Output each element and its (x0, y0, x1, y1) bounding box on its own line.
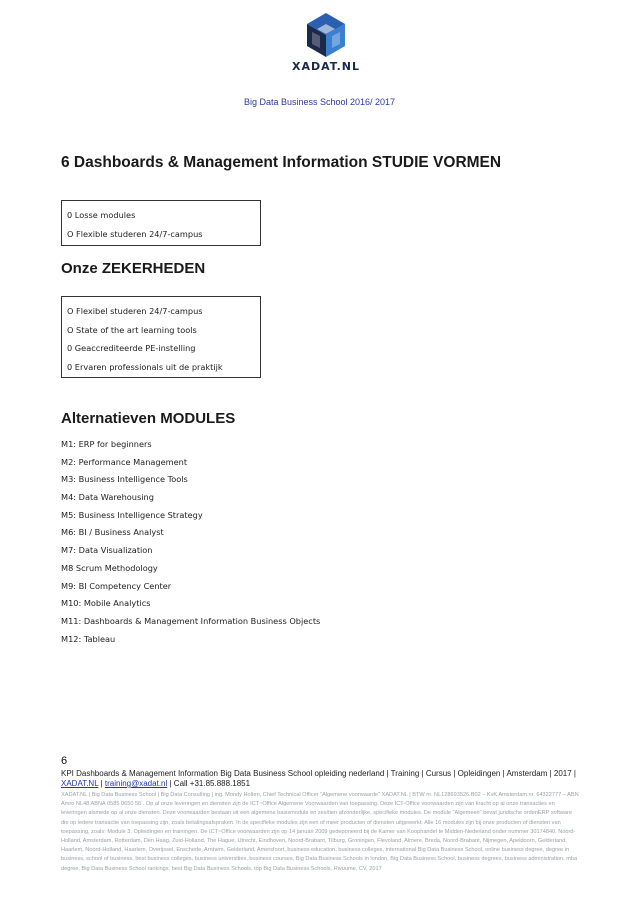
xadat-logo (283, 10, 369, 82)
module-item: M10: Mobile Analytics (61, 598, 151, 609)
logo-text: XADAT.NL (291, 60, 360, 73)
modules-list (61, 436, 320, 648)
footer-line1: KPI Dashboards & Management Information Big Data Business School opleiding nederland | Training | Cursus | Opleidingen | Amsterdam | 2017 | (61, 769, 576, 778)
module-item: M4: Data Warehousing (61, 492, 154, 503)
footer-fine-print: XADAT.NL | Big Data Business School | Big Data Consulting | ing. Mondy Holten, Chief Technical Officer "Algemene voorwaarde" XADAT.NL | BTW nr. NL128693526.B02 – KvK Amsterdam nr. 64322777 – ABN Amro NL48 ABNA 0585 0650 56 . Op al onze leveringen en diensten zijn de ICT~Office Algemene Voorwaarden van toepassing. Deze ICT-Office voorwaarden zijn van kracht op al onze transacties en leveringen alsmede op al onze diensten. Deze voorwaarden bestaan uit een algemene basismodule en zes/tien afzonderlijke, specifieke modules. De module "Algemeen" bevat juridische ordenERP software die op iedere transactie van toepassing zijn, zoals betalingsafspraken. In de specifieke modules zijn een of meer producten of diensten uitgewerkt. Alle 16 modules zijn bij onze producten of diensten van toepassing, zoals: Module 3. Opleidingen en trainingen. De ICT~Office voorwaarden zijn op 14 januari 2009 gedeponeerd bij de Kamer van Koophandel te Midden-Nederland onder nummer 30174840. Noord-Holland, Amsterdam, Rotterdam, Den Haag, Zuid-Holland, The Hague, Utrecht, Eindhoven, Noord-Brabant, Tilburg, Groningen, Flevoland, Almere, Breda, Noord-Brabant, Nijmegen, Apeldoorn, Gelderland, Haarlem, Noord-Holland, Haarlem, Overijssel, Enschede, Arnhem, Gelderland, Amersfoort, business education, business colleges, international Big Data Business School, online business degree, degree in business, school of business, best business colleges, business universities, business courses, Big Data Business Schools in london, Big Data Business School, business degrees, business administration, mba degree, Big Data Business School rankings, best Big Data Business Schools, top Big Data Business Schools, Rwuume, CV, 2017 (61, 792, 579, 872)
zekerheden-item: O State of the art learning tools (67, 324, 197, 335)
studievormen-box (61, 200, 261, 246)
heading-zekerheden: Onze ZEKERHEDEN (61, 260, 206, 277)
studievormen-item: O Flexible studeren 24/7-campus (67, 228, 203, 239)
page-number: 6 (61, 755, 68, 767)
module-item: M3: Business Intelligence Tools (61, 474, 188, 485)
module-item: M2: Performance Management (61, 456, 188, 467)
module-item: M8 Scrum Methodology (61, 562, 158, 573)
footer-phone: +31.85.888.1851 (189, 779, 251, 788)
module-item: M1: ERP for beginners (61, 439, 152, 449)
module-item: M9: BI Competency Center (61, 580, 172, 591)
module-item: M6: BI / Business Analyst (61, 527, 164, 538)
module-item: M5: Business Intelligence Strategy (61, 509, 203, 520)
zekerheden-item: O Flexibel studeren 24/7-campus (67, 306, 203, 316)
module-item: M12: Tableau (61, 633, 116, 644)
footer-site-link[interactable]: XADAT.NL (61, 779, 99, 788)
module-item: M7: Data Visualization (61, 545, 153, 556)
zekerheden-item: 0 Ervaren professionals uit de praktijk (67, 361, 223, 372)
footer-main (61, 769, 581, 789)
footer-separator: | (98, 779, 105, 788)
zekerheden-box (61, 296, 261, 378)
footer-email-link[interactable]: training@xadat.nl (104, 779, 168, 788)
studievormen-item: 0 Losse modules (67, 210, 136, 220)
module-item: M11: Dashboards & Management Information Business Objects (61, 615, 321, 626)
cube-logo-icon (295, 10, 357, 60)
zekerheden-item: 0 Geaccrediteerde PE-instelling (67, 343, 196, 353)
heading-studievormen: 6 Dashboards & Management Information STUDIE VORMEN (61, 154, 502, 171)
footer-call-label: | Call (167, 779, 190, 788)
page-subtitle: Big Data Business School 2016/ 2017 (243, 97, 396, 107)
heading-modules: Alternatieven MODULES (61, 410, 236, 427)
